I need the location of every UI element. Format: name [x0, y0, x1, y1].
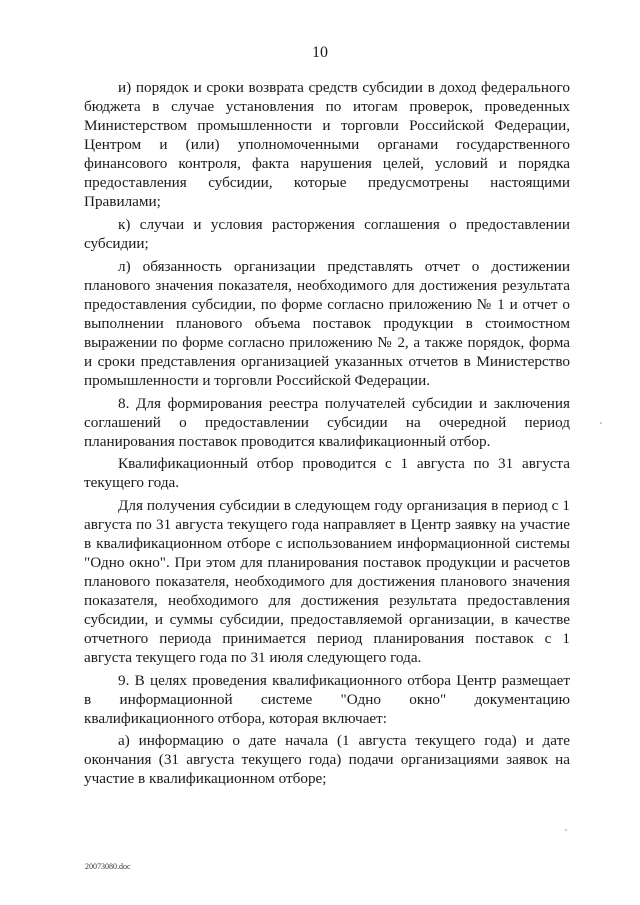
paragraph-k: к) случаи и условия расторжения соглашения о предоставлении субсидии; [84, 216, 570, 252]
paragraph-i: и) порядок и сроки возврата средств субсидии в доход федерального бюджета в случае установления по итогам проверок, проведенных Министерством промышленности и торговли Российской Федерации, Центром и (или) уполномоченными органами государственного финансового контроля, факта нарушения целей, условий и порядка предоставления субсидии, которые предусмотрены настоящими Правилами; [84, 79, 570, 210]
paragraph-a: а) информацию о дате начала (1 августа текущего года) и дате окончания (31 августа текущего года) подачи организациями заявок на участие в квалификационном отборе; [84, 732, 570, 787]
scan-speck [565, 829, 567, 831]
paragraph-qualification-period: Квалификационный отбор проводится с 1 августа по 31 августа текущего года. [84, 455, 570, 491]
paragraph-8: 8. Для формирования реестра получателей субсидии и заключения соглашений о предоставлении субсидии на очередной период планирования поставок проводится квалификационный отбор. [84, 395, 570, 450]
scan-speck [600, 422, 602, 424]
page-number: 10 [312, 44, 328, 61]
document-filename: 20073080.doc [85, 862, 131, 871]
paragraph-application: Для получения субсидии в следующем году организация в период с 1 августа по 31 августа текущего года направляет в Центр заявку на участие в квалификационном отборе с использованием информационной системы "Одно окно". При этом для планирования поставок продукции и расчетов планового показателя, необходимого для достижения планового значения показателя, необходимого для достижения результата предоставления субсидии, и суммы субсидии, предоставляемой организации, в качестве отчетного периода принимается период планирования поставок с 1 августа текущего года по 31 июля следующего года. [84, 497, 570, 666]
document-body [84, 78, 570, 792]
paragraph-9: 9. В целях проведения квалификационного отбора Центр размещает в информационной системе "Одно окно" документацию квалификационного отбора, которая включает: [84, 672, 570, 727]
paragraph-l: л) обязанность организации представлять отчет о достижении планового значения показателя, необходимого для достижения результата предоставления субсидии, по форме согласно приложению № 1 и отчет о выполнении планового объема поставок продукции в стоимостном выражении по форме согласно приложению № 2, а также порядок, форма и сроки представления организацией указанных отчетов в Министерство промышленности и торговли Российской Федерации. [84, 258, 570, 389]
